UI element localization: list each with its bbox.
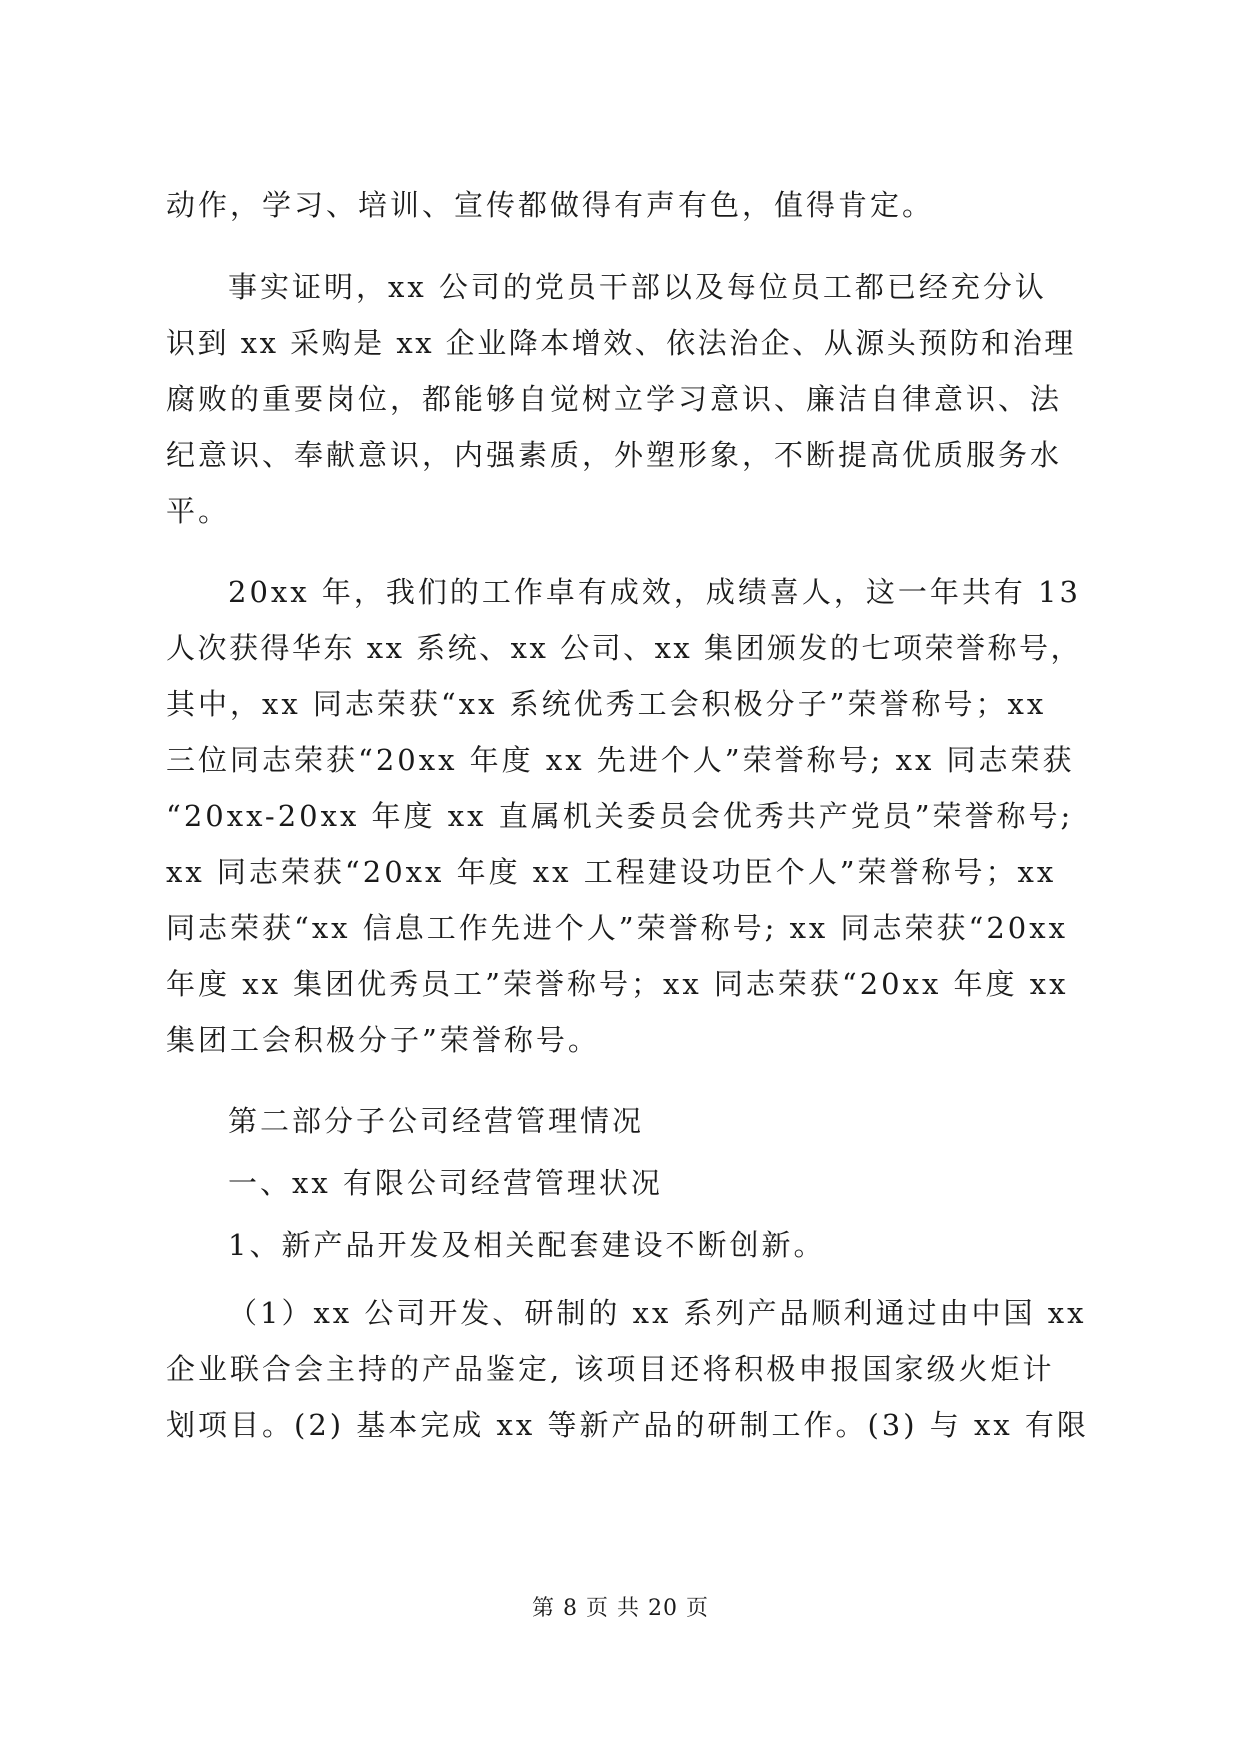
paragraph-line: 三位同志荣获“20xx 年度 xx 先进个人”荣誉称号; xx 同志荣获: [166, 743, 1075, 777]
section-heading: 第二部分子公司经营管理情况: [228, 1104, 645, 1138]
paragraph-line: 识到 xx 采购是 xx 企业降本增效、依法治企、从源头预防和治理: [166, 326, 1076, 360]
paragraph-line: 人次获得华东 xx 系统、xx 公司、xx 集团颁发的七项荣誉称号，: [166, 631, 1083, 665]
paragraph-line: 企业联合会主持的产品鉴定, 该项目还将积极申报国家级火炬计: [166, 1352, 1055, 1386]
paragraph-line: 事实证明，xx 公司的党员干部以及每位员工都已经充分认: [228, 270, 1047, 304]
paragraph-line: 动作，学习、培训、宣传都做得有声有色，值得肯定。: [166, 188, 935, 222]
paragraph-line: （1）xx 公司开发、研制的 xx 系列产品顺利通过由中国 xx: [228, 1296, 1087, 1330]
subsection-heading: 一、xx 有限公司经营管理状况: [228, 1166, 663, 1200]
paragraph-line: 腐败的重要岗位，都能够自觉树立学习意识、廉洁自律意识、法: [166, 382, 1063, 416]
paragraph-line: 20xx 年，我们的工作卓有成效，成绩喜人，这一年共有 13: [228, 575, 1081, 609]
paragraph-line: 集团工会积极分子”荣誉称号。: [166, 1023, 600, 1057]
page-number-footer: 第 8 页 共 20 页: [532, 1596, 709, 1621]
paragraph-line: 其中，xx 同志荣获“xx 系统优秀工会积极分子”荣誉称号；xx: [166, 687, 1047, 721]
paragraph-line: 平。: [166, 494, 231, 528]
item-heading: 1、新产品开发及相关配套建设不断创新。: [228, 1228, 826, 1262]
paragraph-line: 同志荣获“xx 信息工作先进个人”荣誉称号; xx 同志荣获“20xx: [166, 911, 1068, 945]
paragraph-line: “20xx-20xx 年度 xx 直属机关委员会优秀共产党员”荣誉称号;: [166, 799, 1074, 833]
paragraph-line: 纪意识、奉献意识，内强素质，外塑形象，不断提高优质服务水: [166, 438, 1063, 472]
paragraph-line: 年度 xx 集团优秀员工”荣誉称号；xx 同志荣获“20xx 年度 xx: [166, 967, 1069, 1001]
paragraph-line: 划项目。(2) 基本完成 xx 等新产品的研制工作。(3) 与 xx 有限: [166, 1408, 1089, 1442]
paragraph-line: xx 同志荣获“20xx 年度 xx 工程建设功臣个人”荣誉称号；xx: [166, 855, 1057, 889]
